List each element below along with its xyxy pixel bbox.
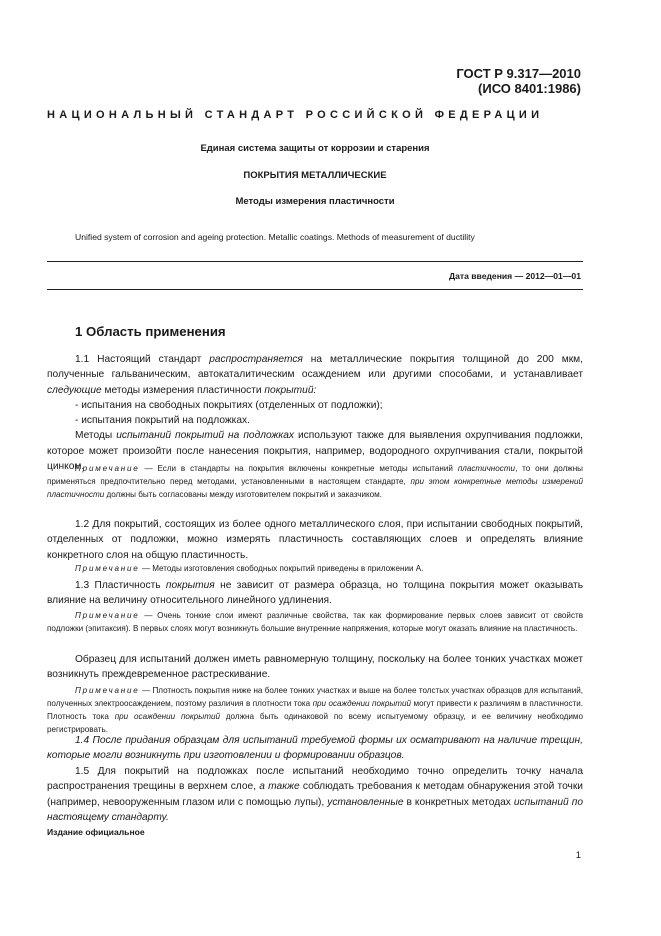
divider-bottom (47, 289, 583, 290)
list-item: - испытания на свободных покрытиях (отделенных от подложки); (75, 399, 383, 411)
sub-title: Методы измерения пластичности (235, 196, 395, 207)
divider-top (47, 261, 583, 262)
gost-number: ГОСТ Р 9.317—2010 (456, 66, 581, 81)
list-item: - испытания покрытий на подложках. (75, 415, 250, 427)
paragraph-sample: Образец для испытаний должен иметь равномерную толщину, поскольку на более тонких участках может возникнуть преждевременное растрескивание. (47, 654, 583, 681)
paragraph-1-4: 1.4 После придания образцам для испытаний требуемой формы их осматривают на наличие трещин, которые могли возникнуть при изготовлении и формировании образцов. (47, 735, 583, 762)
edition-label: Издание официальное (47, 827, 145, 837)
system-title: Единая система защиты от коррозии и старения (200, 143, 430, 154)
document-code (456, 66, 581, 96)
note-3: Примечание — Очень тонкие слои имеют различные свойства, так как формирование первых слоев зависит от свойств подложки (эпитаксия). В первых слоях могут возникнуть большие внутренние напряжения, которые могут оказать влияние на пластичность. (47, 611, 584, 634)
note-1: Примечание — Если в стандарты на покрытия включены конкретные методы испытаний пластичности, то они должны применяться предпочтительно перед методами, установленными в настоящем стандарте, при этом конкретные методы измерений пластичности должны быть согласованы между изготовителем покрытий и заказчиком. (47, 464, 583, 500)
note-4: Примечание — Плотность покрытия ниже на более тонких участках и выше на более толстых участках образцов для испытаний, полученных электроосаждением, поэтому различия в плотности тока при осаждении покрытий могут привести к различиям в пластичности. Плотность тока при осаждении покрытий должна быть одинаковой по всему испытуемому образцу, и ее величину необходимо регистрировать. (47, 686, 583, 735)
iso-number: (ИСО 8401:1986) (478, 81, 581, 96)
note-2: Примечание — Методы изготовления свободных покрытий приведены в приложении А. (75, 564, 424, 573)
national-standard-heading: НАЦИОНАЛЬНЫЙ СТАНДАРТ РОССИЙСКОЙ ФЕДЕРАЦИИ (47, 109, 544, 121)
section-title: 1 Область применения (75, 324, 226, 339)
introduction-date: Дата введения — 2012—01—01 (448, 271, 581, 281)
paragraph-1-1: 1.1 Настоящий стандарт распространяется на металлические покрытия толщиной до 200 мкм, полученные гальваническим, автокаталитическим осаждением или другими способами, и устанавливает следующие методы измерения пластичности покрытий: - испытания на свободных покрытиях (отделенных от подложки); - испытания покрытий на подложках. Методы испытаний покрытий на подложках используют также для выявления охрупчивания подложки, которое может произойти после нанесения покрытия, например, водородного охрупчивания стали, покрытой цинком. (47, 354, 584, 473)
english-title: Unified system of corrosion and ageing protection. Metallic coatings. Methods of measurement of ductility (75, 232, 475, 242)
main-title: ПОКРЫТИЯ МЕТАЛЛИЧЕСКИЕ (243, 170, 387, 181)
paragraph-1-3: 1.3 Пластичность покрытия не зависит от размера образца, но толщина покрытия может оказывать влияние на величину относительного линейного удлинения. (47, 580, 584, 607)
page-number: 1 (575, 850, 581, 861)
paragraph-1-2: 1.2 Для покрытий, состоящих из более одного металлического слоя, при испытании свободных покрытий, отделенных от подложки, можно измерять пластичность составляющих слоев и определять влияние конкретного слоя на общую пластичность. (47, 519, 583, 561)
paragraph-1-5: 1.5 Для покрытий на подложках после испытаний необходимо точно определить точку начала распространения трещины в верхнем слое, а также соблюдать требования к методам обнаружения этой точки (например, невооруженным глазом или с помощью лупы), установленные в конкретных методах испытаний по настоящему стандарту. (47, 766, 583, 823)
